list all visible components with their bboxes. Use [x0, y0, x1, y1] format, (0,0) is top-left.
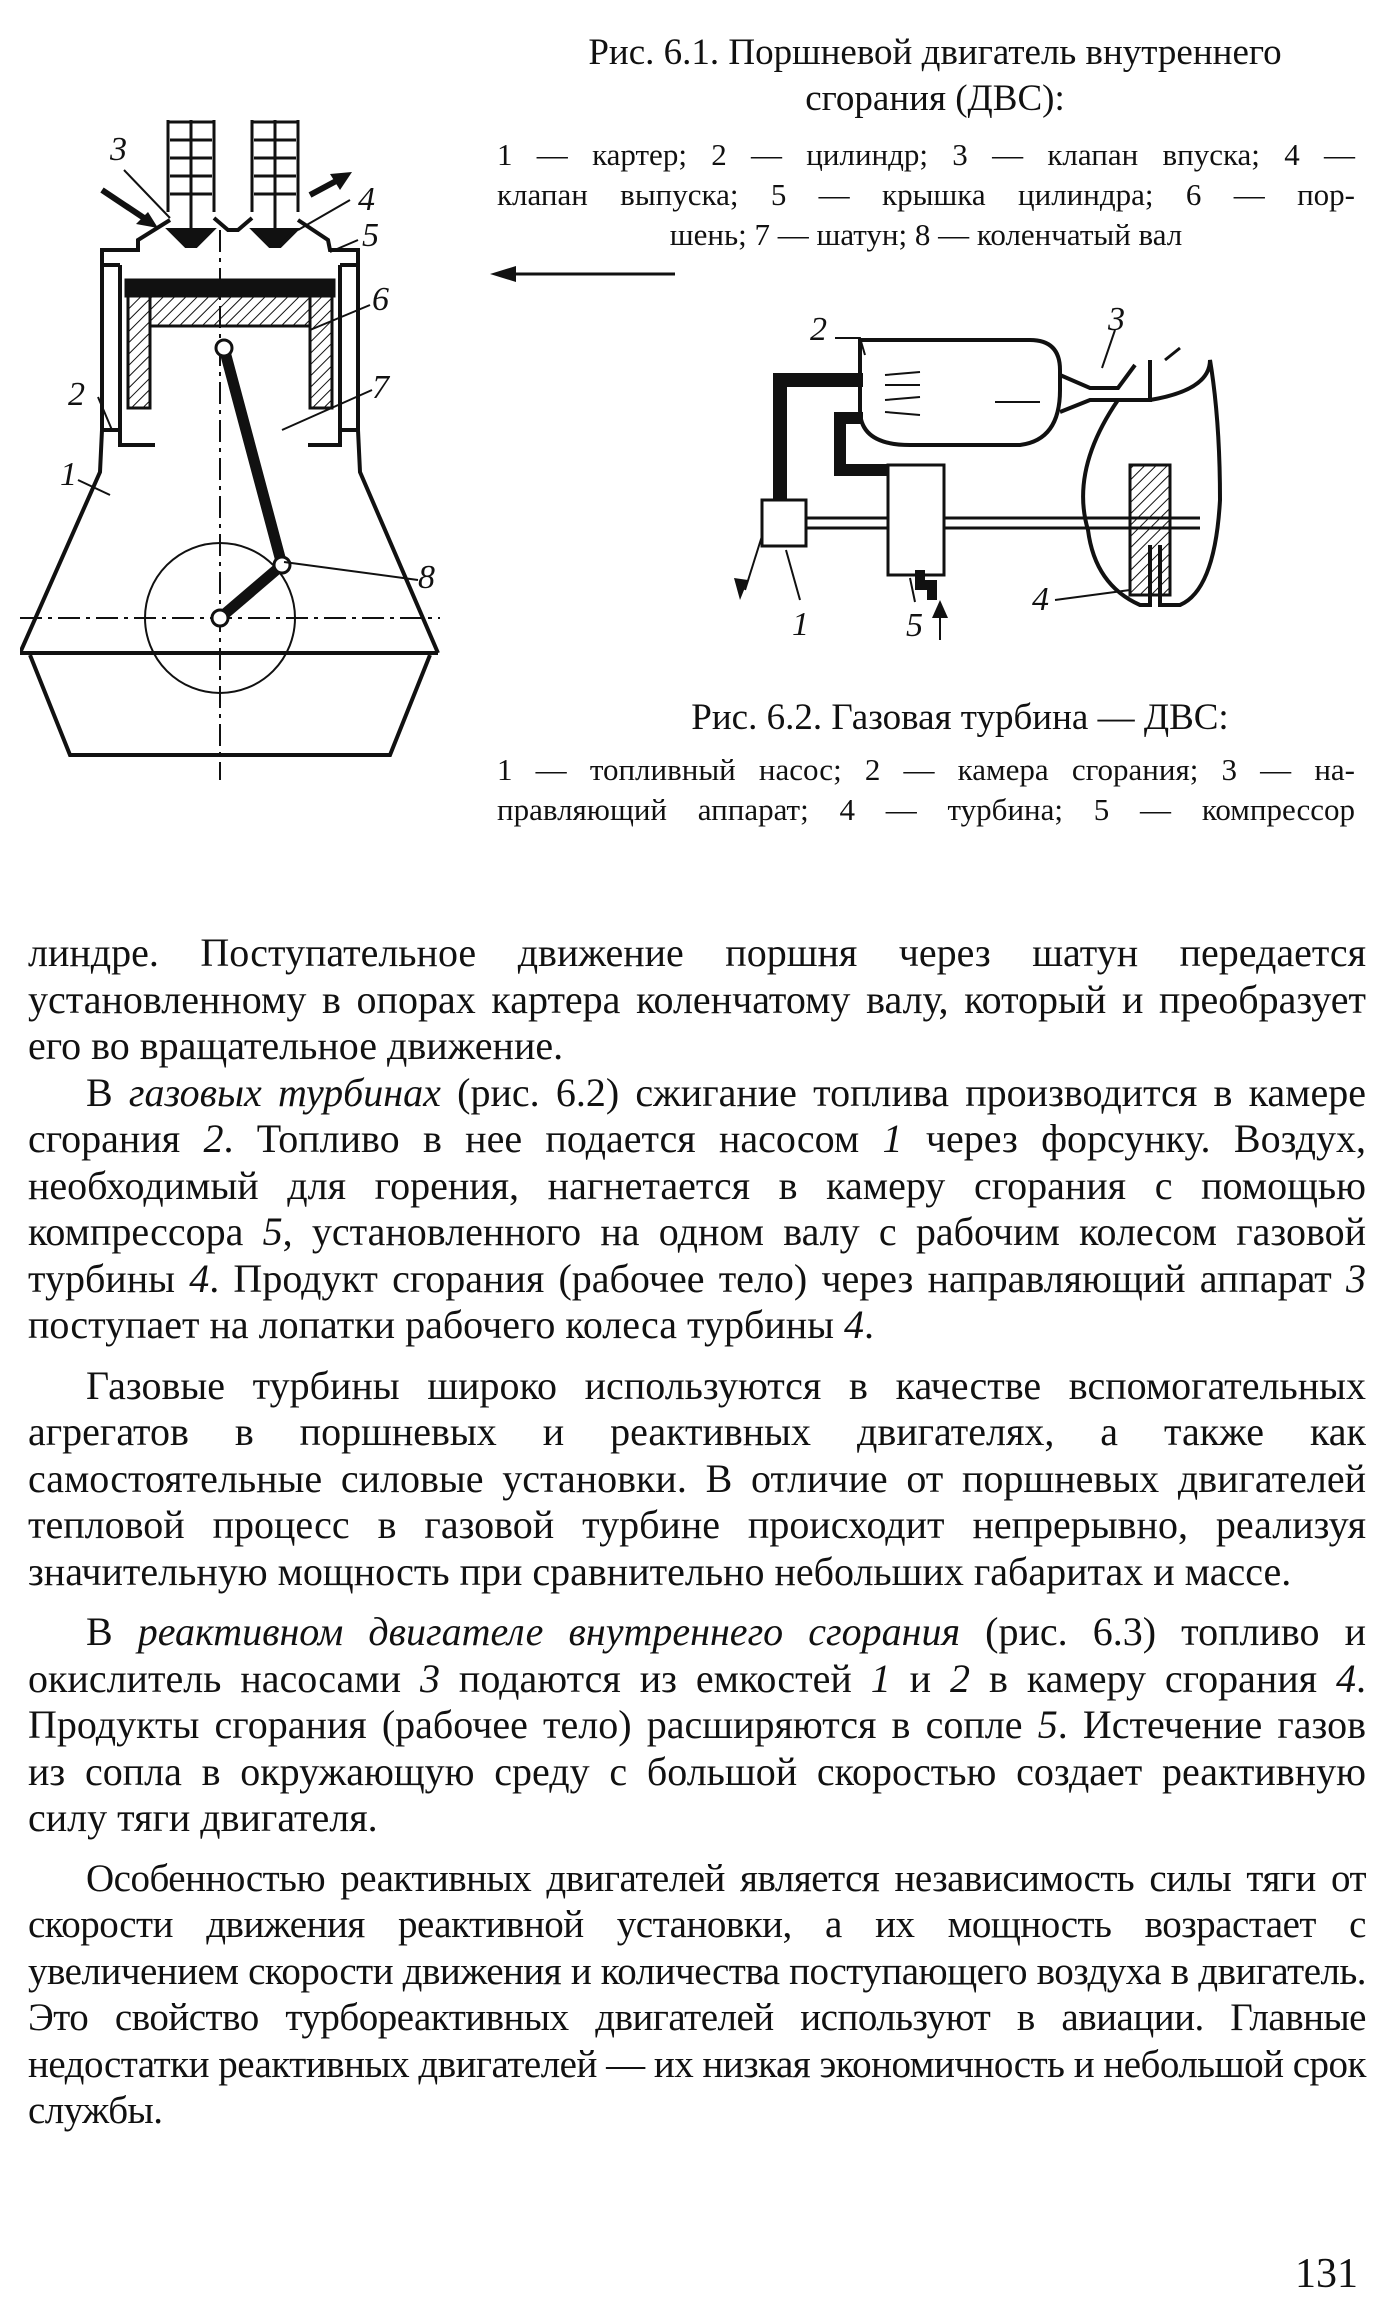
body-text: [28, 930, 1366, 2135]
turbine-wheel: [1130, 465, 1170, 595]
connecting-rod: [224, 348, 282, 565]
fig2-label-5: 5: [906, 607, 923, 644]
figure-6-2-gas-turbine: [710, 300, 1240, 670]
fig2-label-2: 2: [810, 311, 827, 348]
fig1-label-8: 8: [418, 559, 435, 596]
fig1-title-line1: Рис. 6.1. Поршневой двигатель внутреннего: [588, 32, 1282, 73]
fig2-caption-title: Рис. 6.2. Газовая турбина — ДВС:: [691, 697, 1229, 738]
fig2-label-3: 3: [1108, 301, 1125, 338]
paragraph-1: линдре. Поступательное движение поршня через шатун передается установленному в опорах картера коленчатому валу, который и преобразует его во вращательное движение.: [28, 930, 1366, 1068]
fig1-label-6: 6: [372, 281, 389, 318]
crank-arm: [220, 565, 282, 618]
fig1-label-1: 1: [60, 456, 77, 493]
fig1-label-5: 5: [362, 217, 379, 254]
intake-valve-spring: [168, 120, 214, 230]
paragraph-5: Особенностью реактивных двигателей является независимость силы тяги от скорости движения реактивной установки, а их мощность возрастает с увеличением скорости движения и количества поступающего воздуха в двигатель. Это свойство турбореактивных двигателей используют в авиации. Главные недостатки реактивных двигателей — их низкая экономичность и небольшой срок службы.: [28, 1856, 1366, 2132]
fuel-line: [780, 380, 863, 505]
fig2-legend-line2: правляющий аппарат; 4 — турбина; 5 — компрессор: [497, 792, 1355, 827]
fig2-label-1: 1: [792, 606, 809, 643]
combustion-chamber: [860, 340, 1060, 445]
fig1-legend-line2: клапан выпуска; 5 — крышка цилиндра; 6 — пор-: [497, 177, 1355, 212]
fuel-pump: [762, 500, 806, 546]
fig1-label-3: 3: [110, 131, 127, 168]
fig1-legend: [497, 135, 1355, 255]
paragraph-4: В реактивном двигателе внутреннего сгорания (рис. 6.3) топливо и окислитель насосами 3 подаются из емкостей 1 и 2 в камеру сгорания 4. Продукты сгорания (рабочее тело) расширяются в сопле 5. Истечение газов из сопла в окружающую среду с большой скоростью создает реактивную силу тяги двигателя.: [28, 1609, 1367, 1840]
exhaust-arrow-icon: [310, 180, 338, 195]
fig1-legend-line1: 1 — картер; 2 — цилиндр; 3 — клапан впуска; 4 —: [497, 137, 1355, 172]
fig2-legend: [497, 750, 1355, 830]
fig1-legend-line3: шень; 7 — шатун; 8 — коленчатый вал: [669, 217, 1183, 252]
paragraph-3: Газовые турбины широко используются в качестве вспомогательных агрегатов в поршневых и реактивных двигателях, а также как самостоятельные силовые установки. В отличие от поршневых двигателей тепловой процесс в газовой турбине происходит непрерывно, реализуя значительную мощность при сравнительно небольших габаритах и массе.: [28, 1362, 1366, 1594]
fig2-legend-line1: 1 — топливный насос; 2 — камера сгорания; 3 — на-: [497, 752, 1355, 787]
figure-6-1-piston-engine: [20, 100, 460, 840]
fig2-label-4: 4: [1032, 581, 1049, 618]
fig1-caption-title: [520, 30, 1350, 122]
fig1-title-line2: сгорания (ДВС):: [805, 78, 1065, 119]
fig1-label-4: 4: [358, 181, 375, 218]
fig1-label-7: 7: [372, 369, 389, 406]
compressor: [888, 465, 944, 575]
caption-pointer-arrow-icon: [490, 262, 680, 286]
paragraph-2: В газовых турбинах (рис. 6.2) сжигание топлива производится в камере сгорания 2. Топливо в нее подается насосом 1 через форсунку. Воздух, необходимый для горения, нагнетается в камеру сгорания с помощью компрессора 5, установленного на одном валу с рабочим колесом газовой турбины 4. Продукт сгорания (рабочее тело) через направляющий аппарат 3 поступает на лопатки рабочего колеса турбины 4.: [28, 1069, 1367, 1347]
fig1-label-2: 2: [68, 376, 85, 413]
exhaust-valve-spring: [252, 120, 298, 230]
page-number: 131: [1295, 2251, 1358, 2297]
